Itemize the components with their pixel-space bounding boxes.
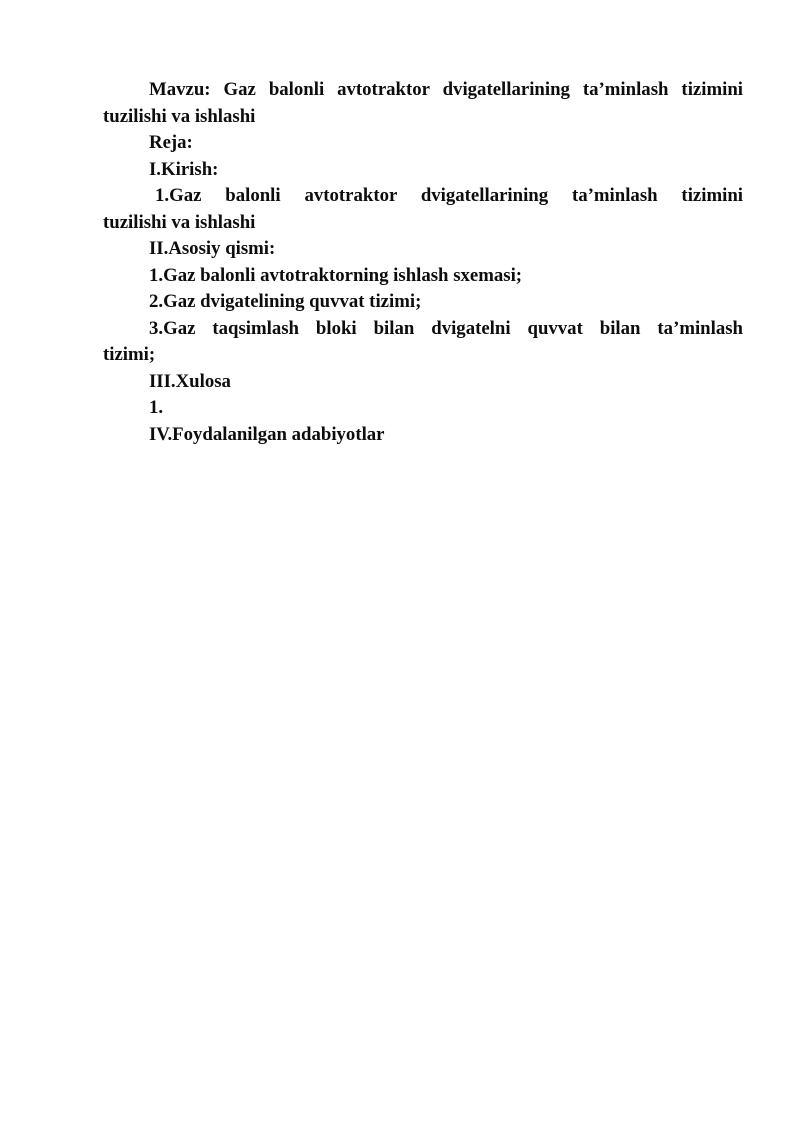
text-line: IV.Foydalanilgan adabiyotlar [149,423,385,445]
text-line: tuzilishi va ishlashi [103,105,256,127]
paragraph-asosiy-item-3 [103,316,743,369]
paragraph-asosiy-qismi-heading [103,236,743,263]
paragraph-xulosa-heading [103,369,743,396]
text-line: 1. [149,397,164,418]
paragraph-kirish-item-1 [103,183,743,236]
document-text [103,77,743,448]
text-line: tizimi; [103,344,156,365]
paragraph-reja-heading [103,130,743,157]
paragraph-xulosa-item-1 [103,395,743,422]
text-line: Reja: [149,132,193,153]
text-line: 1.Gaz balonli avtotraktorning ishlash sxemasi; [149,264,523,286]
paragraph-asosiy-item-1 [103,263,743,290]
text-line: II.Asosiy qismi: [149,238,276,259]
text-line: 1.Gaz balonli avtotraktor dvigatellarining ta’minlash tizimini [155,185,743,206]
paragraph-kirish-heading [103,157,743,184]
text-line: tuzilishi va ishlashi [103,211,256,233]
text-line: 3.Gaz taqsimlash bloki bilan dvigatelni quvvat bilan ta’minlash [149,317,743,339]
text-line: 2.Gaz dvigatelining quvvat tizimi; [149,291,422,312]
text-line: Mavzu: Gaz balonli avtotraktor dvigatellarining ta’minlash tizimini [149,79,743,100]
text-line: III.Xulosa [149,370,231,392]
text-line: I.Kirish: [149,158,219,180]
paragraph-topic-title [103,77,743,130]
paragraph-asosiy-item-2 [103,289,743,316]
paragraph-adabiyotlar-heading [103,422,743,449]
